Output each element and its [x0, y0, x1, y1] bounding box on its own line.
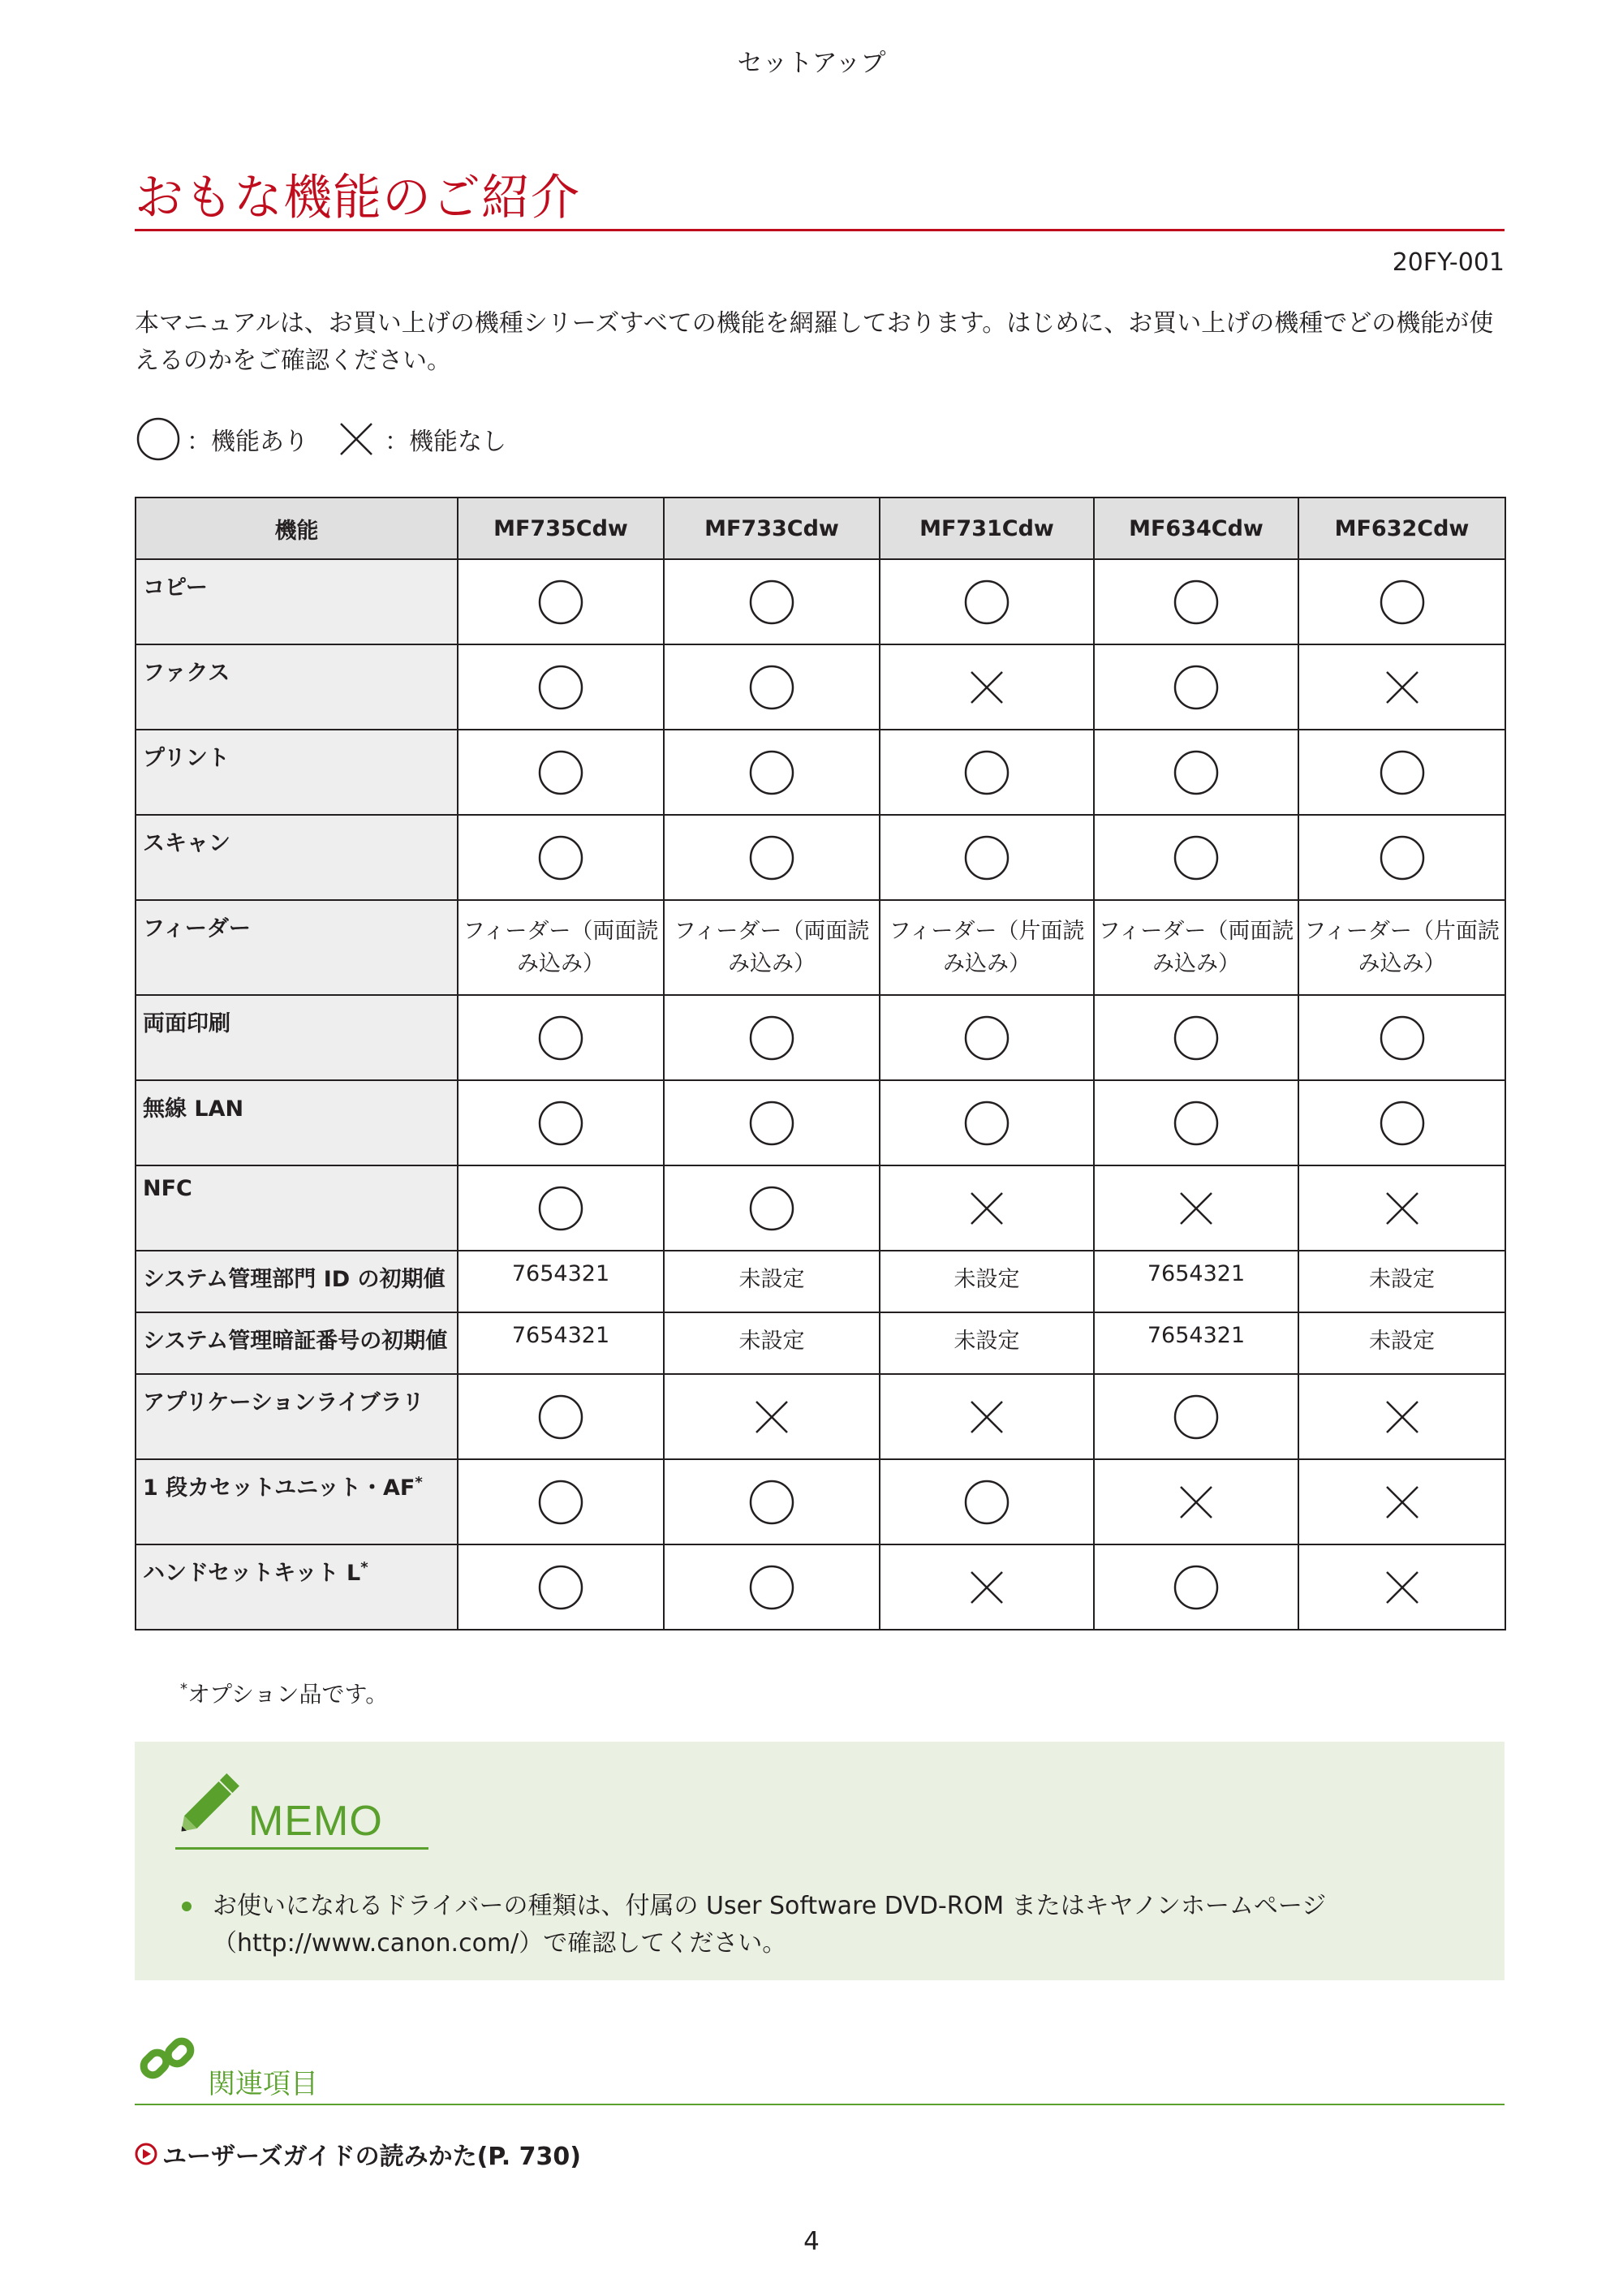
circle-icon — [1173, 1394, 1220, 1441]
feature-available — [458, 1374, 664, 1459]
default-value: 未設定 — [664, 1251, 880, 1312]
cross-icon — [1379, 1394, 1426, 1441]
feature-available — [880, 815, 1094, 900]
column-header: MF733Cdw — [664, 498, 880, 559]
memo-label: MEMO — [248, 1798, 383, 1845]
table-row — [136, 730, 1505, 815]
legend-available: ：機能あり — [187, 428, 308, 456]
circle-icon — [748, 1100, 795, 1147]
feature-available — [458, 1165, 664, 1251]
feature-unavailable — [1298, 1165, 1505, 1251]
column-header: MF735Cdw — [458, 498, 664, 559]
related-label: 関連項目 — [208, 2068, 318, 2100]
circle-icon — [537, 834, 584, 881]
feature-available — [664, 815, 880, 900]
feature-available — [1298, 559, 1505, 644]
legend-unavailable: ：機能なし — [385, 428, 506, 456]
feature-available — [880, 730, 1094, 815]
related-rule — [135, 2104, 1505, 2105]
circle-icon — [748, 1479, 795, 1526]
feature-available — [1094, 1374, 1298, 1459]
feature-available — [458, 730, 664, 815]
title-rule — [135, 229, 1505, 231]
column-header: MF632Cdw — [1298, 498, 1505, 559]
feature-available — [458, 559, 664, 644]
feature-available — [458, 1080, 664, 1165]
feature-unavailable — [880, 1544, 1094, 1630]
table-row — [136, 900, 1505, 995]
feature-available — [1094, 995, 1298, 1080]
footnote-text: オプション品です。 — [187, 1681, 389, 1708]
circle-icon — [1173, 1100, 1220, 1147]
feature-available — [1298, 815, 1505, 900]
circle-icon — [537, 749, 584, 796]
legend — [135, 416, 531, 463]
feeder-type: フィーダー（両面読 み込み） — [664, 900, 880, 995]
cross-icon — [748, 1394, 795, 1441]
feature-available — [880, 559, 1094, 644]
feeder-type: フィーダー（片面読 み込み） — [880, 900, 1094, 995]
circle-icon — [963, 749, 1010, 796]
pencil-icon — [175, 1764, 248, 1837]
circle-icon — [537, 1100, 584, 1147]
circle-icon — [748, 834, 795, 881]
feature-available — [1094, 1080, 1298, 1165]
feature-unavailable — [880, 1165, 1094, 1251]
circle-icon — [748, 1185, 795, 1232]
table-row — [136, 1080, 1505, 1165]
bullet-icon — [182, 1902, 192, 1911]
feature-unavailable — [1298, 644, 1505, 730]
feature-name: NFC — [136, 1165, 458, 1251]
circle-icon — [963, 579, 1010, 626]
circle-icon — [1379, 1014, 1426, 1062]
circle-icon — [748, 749, 795, 796]
column-header: 機能 — [136, 498, 458, 559]
default-value: 7654321 — [1094, 1312, 1298, 1374]
feature-available — [880, 1080, 1094, 1165]
table-row — [136, 1165, 1505, 1251]
memo-box — [135, 1742, 1505, 1980]
circle-icon — [1379, 1100, 1426, 1147]
circle-icon — [537, 1394, 584, 1441]
feature-name: アプリケーションライブラリ — [136, 1374, 458, 1459]
link-arrow-icon — [135, 2143, 157, 2165]
table-row — [136, 1544, 1505, 1630]
feature-name: ハンドセットキット L* — [136, 1544, 458, 1630]
feature-available — [458, 1459, 664, 1544]
default-value: 7654321 — [458, 1251, 664, 1312]
feature-unavailable — [1094, 1459, 1298, 1544]
feature-available — [664, 730, 880, 815]
circle-icon — [537, 1479, 584, 1526]
default-value: 未設定 — [1298, 1312, 1505, 1374]
cross-icon — [1173, 1185, 1220, 1232]
feature-unavailable — [880, 1374, 1094, 1459]
circle-icon — [135, 416, 182, 463]
default-value: 未設定 — [664, 1312, 880, 1374]
circle-icon — [537, 1014, 584, 1062]
feature-name: 1 段カセットユニット・AF* — [136, 1459, 458, 1544]
circle-icon — [748, 1014, 795, 1062]
cross-icon — [1379, 1564, 1426, 1611]
feature-available — [1094, 559, 1298, 644]
default-value: 7654321 — [1094, 1251, 1298, 1312]
page-number: 4 — [803, 2227, 820, 2256]
default-value: 未設定 — [880, 1312, 1094, 1374]
column-header: MF731Cdw — [880, 498, 1094, 559]
circle-icon — [537, 579, 584, 626]
related-link[interactable] — [135, 2136, 581, 2172]
feature-available — [458, 1544, 664, 1630]
footnote — [180, 1677, 388, 1709]
feature-available — [664, 559, 880, 644]
feature-name: ファクス — [136, 644, 458, 730]
circle-icon — [1173, 749, 1220, 796]
header-title: セットアップ — [737, 49, 886, 78]
feature-available — [664, 1459, 880, 1544]
feature-name: 無線 LAN — [136, 1080, 458, 1165]
feature-name: プリント — [136, 730, 458, 815]
circle-icon — [537, 1564, 584, 1611]
cross-icon — [963, 664, 1010, 711]
doc-id: 20FY-001 — [1392, 248, 1505, 277]
footnote-mark: * — [180, 1680, 187, 1698]
feature-available — [1094, 730, 1298, 815]
table-row — [136, 995, 1505, 1080]
circle-icon — [1379, 834, 1426, 881]
feature-available — [458, 644, 664, 730]
feature-available — [458, 995, 664, 1080]
feature-name: スキャン — [136, 815, 458, 900]
page-title: おもな機能のご紹介 — [135, 170, 580, 226]
table-row — [136, 1459, 1505, 1544]
feeder-type: フィーダー（両面読 み込み） — [458, 900, 664, 995]
cross-icon — [963, 1564, 1010, 1611]
feature-unavailable — [664, 1374, 880, 1459]
feeder-type: フィーダー（両面読 み込み） — [1094, 900, 1298, 995]
feature-unavailable — [1094, 1165, 1298, 1251]
circle-icon — [963, 1479, 1010, 1526]
circle-icon — [748, 1564, 795, 1611]
circle-icon — [537, 664, 584, 711]
feature-available — [1298, 1080, 1505, 1165]
cross-icon — [963, 1394, 1010, 1441]
circle-icon — [537, 1185, 584, 1232]
cross-icon — [1173, 1479, 1220, 1526]
feature-unavailable — [880, 644, 1094, 730]
circle-icon — [1173, 1014, 1220, 1062]
circle-icon — [1173, 579, 1220, 626]
circle-icon — [748, 579, 795, 626]
memo-item-text: お使いになれるドライバーの種類は、付属の User Software DVD-ROM またはキヤノンホームページ（http://www.canon.com/）で確認してください。 — [213, 1892, 1327, 1958]
table-header-row — [136, 498, 1505, 559]
feature-table — [135, 497, 1506, 1630]
table-row — [136, 1374, 1505, 1459]
circle-icon — [963, 1100, 1010, 1147]
intro-text: 本マニュアルは、お買い上げの機種シリーズすべての機能を網羅しております。はじめに、お買い上げの機種でどの機能が使えるのかをご確認ください。 — [135, 309, 1494, 375]
feature-available — [1094, 815, 1298, 900]
related-link-text[interactable]: ユーザーズガイドの読みかた(P. 730) — [162, 2143, 581, 2171]
feeder-type: フィーダー（片面読 み込み） — [1298, 900, 1505, 995]
feature-available — [664, 1544, 880, 1630]
default-value: 未設定 — [1298, 1251, 1505, 1312]
feature-name: システム管理暗証番号の初期値 — [136, 1312, 458, 1374]
default-value: 未設定 — [880, 1251, 1094, 1312]
feature-unavailable — [1298, 1459, 1505, 1544]
circle-icon — [963, 1014, 1010, 1062]
feature-available — [664, 1080, 880, 1165]
feature-available — [1298, 730, 1505, 815]
cross-icon — [1379, 1479, 1426, 1526]
feature-available — [664, 995, 880, 1080]
table-row — [136, 815, 1505, 900]
feature-unavailable — [1298, 1544, 1505, 1630]
circle-icon — [1379, 749, 1426, 796]
cross-icon — [1379, 664, 1426, 711]
feature-available — [458, 815, 664, 900]
feature-name: コピー — [136, 559, 458, 644]
circle-icon — [748, 664, 795, 711]
circle-icon — [1173, 664, 1220, 711]
column-header: MF634Cdw — [1094, 498, 1298, 559]
feature-name: フィーダー — [136, 900, 458, 995]
feature-available — [1094, 644, 1298, 730]
memo-rule — [175, 1847, 428, 1850]
table-row — [136, 1251, 1505, 1312]
table-row — [136, 644, 1505, 730]
feature-available — [880, 1459, 1094, 1544]
table-row — [136, 559, 1505, 644]
feature-unavailable — [1298, 1374, 1505, 1459]
cross-icon — [333, 416, 380, 463]
table-row — [136, 1312, 1505, 1374]
feature-name: システム管理部門 ID の初期値 — [136, 1251, 458, 1312]
feature-available — [1094, 1544, 1298, 1630]
feature-name: 両面印刷 — [136, 995, 458, 1080]
feature-available — [664, 644, 880, 730]
circle-icon — [1379, 579, 1426, 626]
table-body — [136, 559, 1505, 1630]
cross-icon — [963, 1185, 1010, 1232]
circle-icon — [1173, 1564, 1220, 1611]
cross-icon — [1379, 1185, 1426, 1232]
feature-available — [1298, 995, 1505, 1080]
circle-icon — [963, 834, 1010, 881]
memo-item — [182, 1888, 1448, 1962]
circle-icon — [1173, 834, 1220, 881]
feature-available — [664, 1165, 880, 1251]
feature-available — [880, 995, 1094, 1080]
default-value: 7654321 — [458, 1312, 664, 1374]
link-icon — [138, 2027, 201, 2091]
